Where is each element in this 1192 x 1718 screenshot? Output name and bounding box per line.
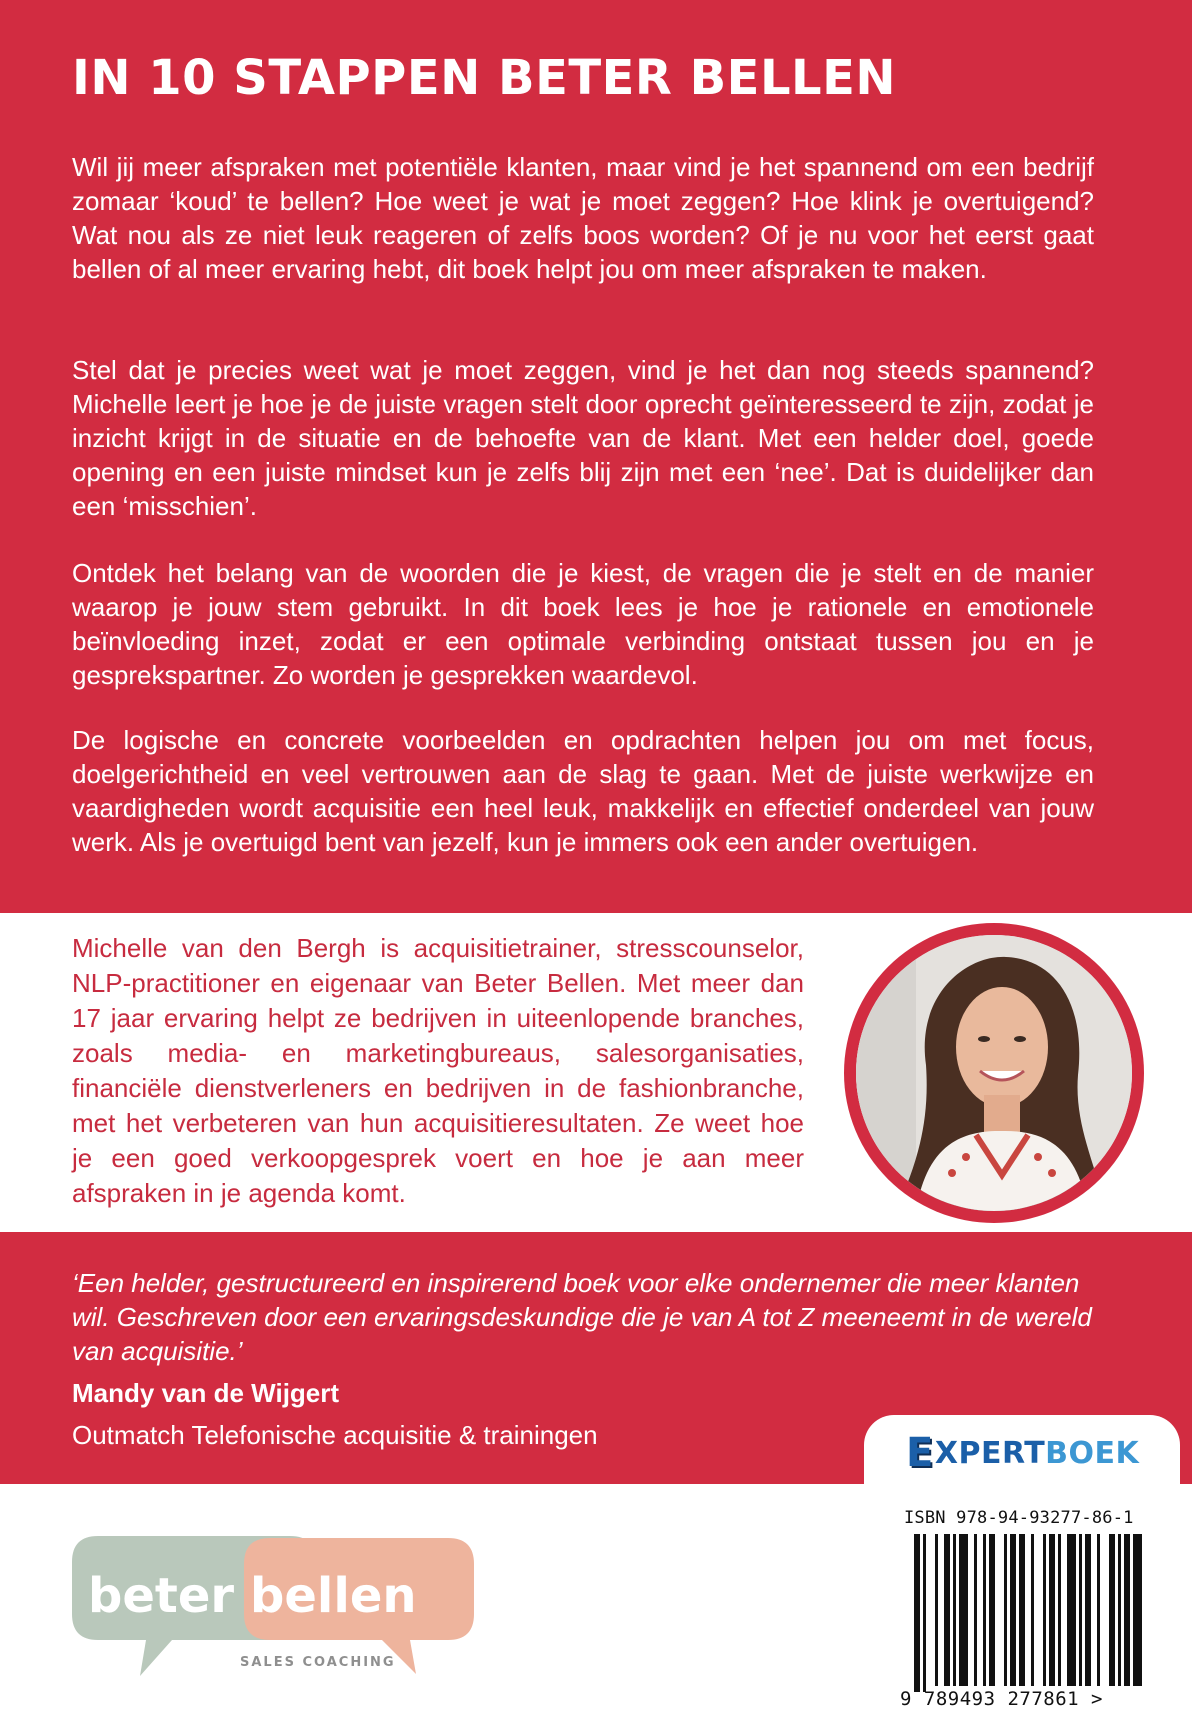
barcode-bar <box>914 1534 920 1692</box>
author-photo-frame <box>844 923 1144 1223</box>
testimonial-author: Mandy van de Wijgert <box>72 1378 340 1408</box>
barcode-digits: 9 789493 277861 > <box>900 1688 1103 1710</box>
isbn-barcode <box>900 1508 1156 1708</box>
barcode-bar <box>989 1534 995 1686</box>
barcode-bar <box>1124 1534 1130 1686</box>
barcode-bar <box>953 1534 956 1686</box>
testimonial-organization: Outmatch Telefonische acquisitie & trainingen <box>72 1420 598 1450</box>
author-bio-band <box>0 913 1192 1232</box>
barcode-bar <box>944 1534 950 1686</box>
barcode-bar <box>974 1534 977 1686</box>
blurb-paragraph-4: De logische en concrete voorbeelden en opdrachten helpen jou om met focus, doelgerichtheid en veel vertrouwen aan de slag te gaan. Met de juiste werkwijze en vaardigheden wordt acquisitie een heel leuk, makkelijk en effectief onderdeel van jouw werk. Als je overtuigd bent van jezelf, kun je immers ook een ander overtuigen. <box>72 725 1094 857</box>
barcode-bar <box>1109 1534 1115 1686</box>
logo-word-bellen: bellen <box>250 1568 417 1624</box>
isbn-label: ISBN 978-94-93277-86-1 <box>904 1508 1134 1528</box>
blurb-paragraph-1: Wil jij meer afspraken met potentiële klanten, maar vind je het spannend om een bedrijf zomaar ‘koud’ te bellen? Hoe weet je wat je moet zeggen? Hoe klink je overtuigend? Wat nou als ze niet leuk reageren of zelfs boos worden? Of je nu voor het eerst gaat bellen of al meer ervaring hebt, dit boek helpt jou om meer afspraken te maken. <box>72 152 1094 284</box>
publisher-logo-text-1: XPERT <box>934 1435 1046 1471</box>
barcode-bar <box>935 1534 938 1686</box>
barcode-bar <box>1118 1534 1121 1686</box>
barcode-bar <box>1085 1534 1091 1686</box>
logo-word-beter: beter <box>88 1568 235 1624</box>
barcode-bar <box>1010 1534 1016 1686</box>
barcode-bars <box>900 1508 1156 1708</box>
book-title: IN 10 STAPPEN BETER BELLEN <box>72 50 897 106</box>
publisher-logo-text-2: BOEK <box>1045 1435 1140 1471</box>
barcode-bar <box>1079 1534 1082 1686</box>
barcode-bar <box>983 1534 986 1686</box>
barcode-bar <box>1043 1534 1046 1686</box>
publisher-logo <box>906 1431 1139 1475</box>
barcode-bar <box>1004 1534 1007 1686</box>
barcode-bar <box>1067 1534 1076 1686</box>
publisher-tab <box>864 1415 1180 1484</box>
barcode-bar <box>1133 1534 1142 1686</box>
logo-tagline: SALES COACHING <box>240 1655 396 1670</box>
author-photo <box>856 935 1132 1211</box>
blurb-paragraph-2: Stel dat je precies weet wat je moet zeggen, vind je het dan nog steeds spannend? Michelle leert je hoe je de juiste vragen stelt door oprecht geïnteresseerd te zijn, zodat je inzicht krijgt in de situatie en de behoefte van de klant. Met een helder doel, goede opening en een juiste mindset kun je zelfs blij zijn met een ‘nee’. Dat is duidelijker dan een ‘misschien’. <box>72 355 1094 521</box>
beter-bellen-logo <box>64 1530 484 1680</box>
testimonial-quote: ‘Een helder, gestructureerd en inspirerend boek voor elke ondernemer die meer klanten wil. Geschreven door een ervaringsdeskundige die je van A tot Z meeneemt in de wereld van acquisitie.’ <box>72 1268 1092 1366</box>
author-bio: Michelle van den Bergh is acquisitietrainer, stresscounselor, NLP-practitioner en eigenaar van Beter Bellen. Met meer dan 17 jaar ervaring helpt ze bedrijven in uiteenlopende branches, zoals media- en marketingbureaus, salesorganisaties, financiële dienstverleners en bedrijven in de fashionbranche, met het verbeteren van hun acquisitieresultaten. Ze weet hoe je een goed verkoopgesprek voert en hoe je aan meer afspraken in je agenda komt. <box>72 933 804 1208</box>
publisher-logo-initial: E <box>906 1430 934 1476</box>
barcode-bar <box>959 1534 968 1686</box>
barcode-bar <box>923 1534 926 1692</box>
testimonial-band <box>0 1232 1192 1484</box>
barcode-bar <box>1049 1534 1055 1686</box>
blurb-paragraph-3: Ontdek het belang van de woorden die je kiest, de vragen die je stelt en de manier waarop je jouw stem gebruikt. In dit boek lees je hoe je rationele en emotionele beïnvloeding inzet, zodat er een optimale verbinding ontstaat tussen jou en je gesprekspartner. Zo worden je gesprekken waardevol. <box>72 558 1094 690</box>
barcode-bar <box>1097 1534 1100 1686</box>
speech-bubbles-logo-graphic <box>64 1530 484 1680</box>
barcode-bar <box>1019 1534 1025 1686</box>
barcode-bar <box>1058 1534 1061 1686</box>
author-portrait-illustration <box>856 935 1132 1211</box>
barcode-bar <box>1031 1534 1034 1686</box>
